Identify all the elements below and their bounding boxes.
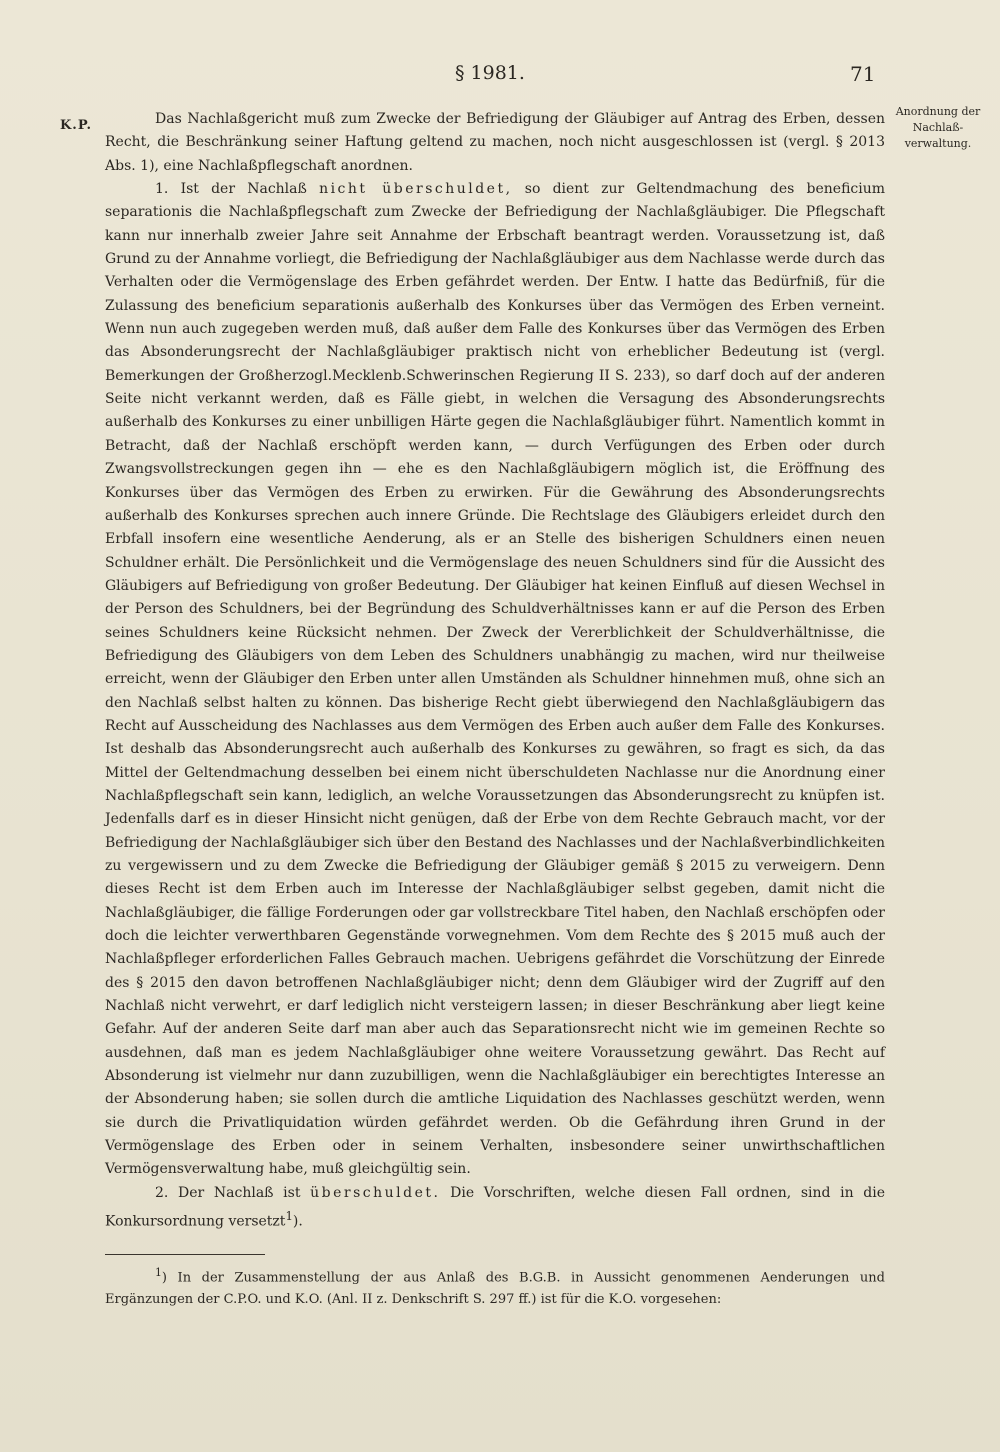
intro-paragraph: Das Nachlaßgericht muß zum Zwecke der Befriedigung der Gläubiger auf Antrag des Erben, dessen Recht, die Beschränkung seiner Haftung geltend zu machen, noch nicht ausgeschlossen ist (vergl. § 2013 Abs. 1), eine Nachlaßpflegschaft anordnen. xyxy=(105,111,885,174)
point-2-paragraph xyxy=(105,1182,885,1234)
footnote-text: ) In der Zusammenstellung der aus Anlaß des B.G.B. in Aussicht genommenen Aenderungen und Ergänzungen der C.P.O. und K.O. (Anl. II z. Denkschrift S. 297 ff.) ist für die K.O. vorgesehen: xyxy=(105,1270,885,1308)
point-2-tail: ). xyxy=(292,1213,303,1230)
footnote-reference: 1 xyxy=(285,1209,293,1224)
point-1-number: 1. xyxy=(155,181,169,198)
point-2-lead: Der Nachlaß ist xyxy=(178,1184,301,1201)
point-1-lead: Ist der Nachlaß xyxy=(180,181,307,198)
source-siglum: K.P. xyxy=(60,118,92,133)
footnote-marker: 1 xyxy=(155,1266,162,1279)
point-2-text: Die Vorschriften, welche diesen Fall ordnen, sind in die Konkursordnung versetzt xyxy=(105,1184,886,1230)
point-2-emphasis: überschuldet. xyxy=(310,1184,441,1201)
page-number: 71 xyxy=(850,62,876,86)
margin-note: Anordnung der Nachlaß- verwaltung. xyxy=(895,105,981,150)
point-1-emphasis: nicht überschuldet, xyxy=(319,181,513,198)
footnote-rule xyxy=(105,1254,265,1255)
point-1-text: so dient zur Geltendmachung des beneficium separationis die Nachlaßpflegschaft zum Zwecke der Befriedigung der Nachlaßgläubiger. Die Pflegschaft kann nur innerhalb zweier Jahre seit Annahme der Erbschaft beantragt werden. Voraussetzung ist, daß Grund zu der Annahme vorliegt, die Befriedigung der Nachlaßgläubiger aus dem Nachlasse werde durch das Verhalten oder die Vermögenslage des Erben gefährdet werden. Der Entw. I hatte das Bedürfniß, für die Zulassung des beneficium separationis außerhalb des Konkurses über das Vermögen des Erben verneint. Wenn nun auch zugegeben werden muß, daß außer dem Falle des Konkurses über das Vermögen des Erben das Absonderungsrecht der Nachlaßgläubiger praktisch nicht von erheblicher Bedeutung ist (vergl. Bemerkungen der Großherzogl.Mecklenb.Schwerinschen Regierung II S. 233), so darf doch auf der anderen Seite nicht verkannt werden, daß es Fälle giebt, in welchen die Versagung des Absonderungsrechts außerhalb des Konkurses zu einer unbilligen Härte gegen die Nachlaßgläubiger führt. Namentlich kommt in Betracht, daß der Nachlaß erschöpft werden kann, — durch Verfügungen des Erben oder durch Zwangsvollstreckungen gegen ihn — ehe es den Nachlaßgläubigern möglich ist, die Eröffnung des Konkurses über das Vermögen des Erben zu erwirken. Für die Gewährung des Absonderungsrechts außerhalb des Konkurses sprechen auch innere Gründe. Die Rechtslage des Gläubigers erleidet durch den Erbfall insofern eine wesentliche Aenderung, als er an Stelle des bisherigen Schuldners einen neuen Schuldner erhält. Die Persönlichkeit und die Vermögenslage des neuen Schuldners sind für die Aussicht des Gläubigers auf Befriedigung von großer Bedeutung. Der Gläubiger hat keinen Einfluß auf diesen Wechsel in der Person des Schuldners, bei der Begründung des Schuldverhältnisses kann er auf die Person des Erben seines Schuldners keine Rücksicht nehmen. Der Zweck der Vererblichkeit der Schuldverhältnisse, die Befriedigung des Gläubigers von dem Leben des Schuldners unabhängig zu machen, wird nur theilweise erreicht, wenn der Gläubiger den Erben unter allen Umständen als Schuldner hinnehmen muß, ohne sich an den Nachlaß selbst halten zu können. Das bisherige Recht giebt überwiegend den Nachlaßgläubigern das Recht auf Ausscheidung des Nachlasses aus dem Vermögen des Erben auch außer dem Falle des Konkurses. Ist deshalb das Absonderungsrecht auch außerhalb des Konkurses zu gewähren, so fragt es sich, da das Mittel der Geltendmachung desselben bei einem nicht überschuldeten Nachlasse nur die Anordnung einer Nachlaßpflegschaft sein kann, lediglich, an welche Voraussetzungen das Absonderungsrecht zu knüpfen ist. Jedenfalls darf es in dieser Hinsicht nicht genügen, daß der Erbe von dem Rechte Gebrauch macht, vor der Befriedigung der Nachlaßgläubiger sich über den Bestand des Nachlasses und der Nachlaßverbindlichkeiten zu vergewissern und zu dem Zwecke die Befriedigung der Gläubiger gemäß § 2015 zu verweigern. Denn dieses Recht ist dem Erben auch im Interesse der Nachlaßgläubiger selbst gegeben, damit nicht die Nachlaßgläubiger, die fällige Forderungen oder gar vollstreckbare Titel haben, den Nachlaß erschöpfen oder doch die leichter verwerthbaren Gegenstände vorwegnehmen. Vom dem Rechte des § 2015 muß auch der Nachlaßpfleger erforderlichen Falles Gebrauch machen. Uebrigens gefährdet die Vorschützung der Einrede des § 2015 den davon betroffenen Nachlaßgläubiger nicht; denn dem Gläubiger wird der Zugriff auf den Nachlaß nicht verwehrt, er darf lediglich nicht versteigern lassen; in dieser Beschränkung aber liegt keine Gefahr. Auf der anderen Seite darf man aber auch das Separationsrecht nicht wie im gemeinen Rechte so ausdehnen, daß man es jedem Nachlaßgläubiger ohne weitere Voraussetzung gewährt. Das Recht auf Absonderung ist vielmehr nur dann zuzubilligen, wenn die Nachlaßgläubiger ein berechtigtes Interesse an der Absonderung haben; sie sollen durch die amtliche Liquidation des Nachlasses geschützt werden, wenn sie durch die Privatliquidation würden gefährdet werden. Ob die Gefährdung ihren Grund in der Vermögenslage des Erben oder in seinem Verhalten, insbesondere seiner unwirthschaftlichen Vermögensverwaltung habe, muß gleichgültig sein. xyxy=(105,181,886,1178)
body-text xyxy=(105,108,885,1234)
running-header xyxy=(0,62,1000,92)
footnote-paragraph xyxy=(105,1262,885,1311)
section-number: § 1981. xyxy=(455,62,525,84)
point-1-paragraph xyxy=(105,178,885,1182)
point-2-number: 2. xyxy=(155,1184,169,1201)
footnote xyxy=(105,1262,885,1311)
